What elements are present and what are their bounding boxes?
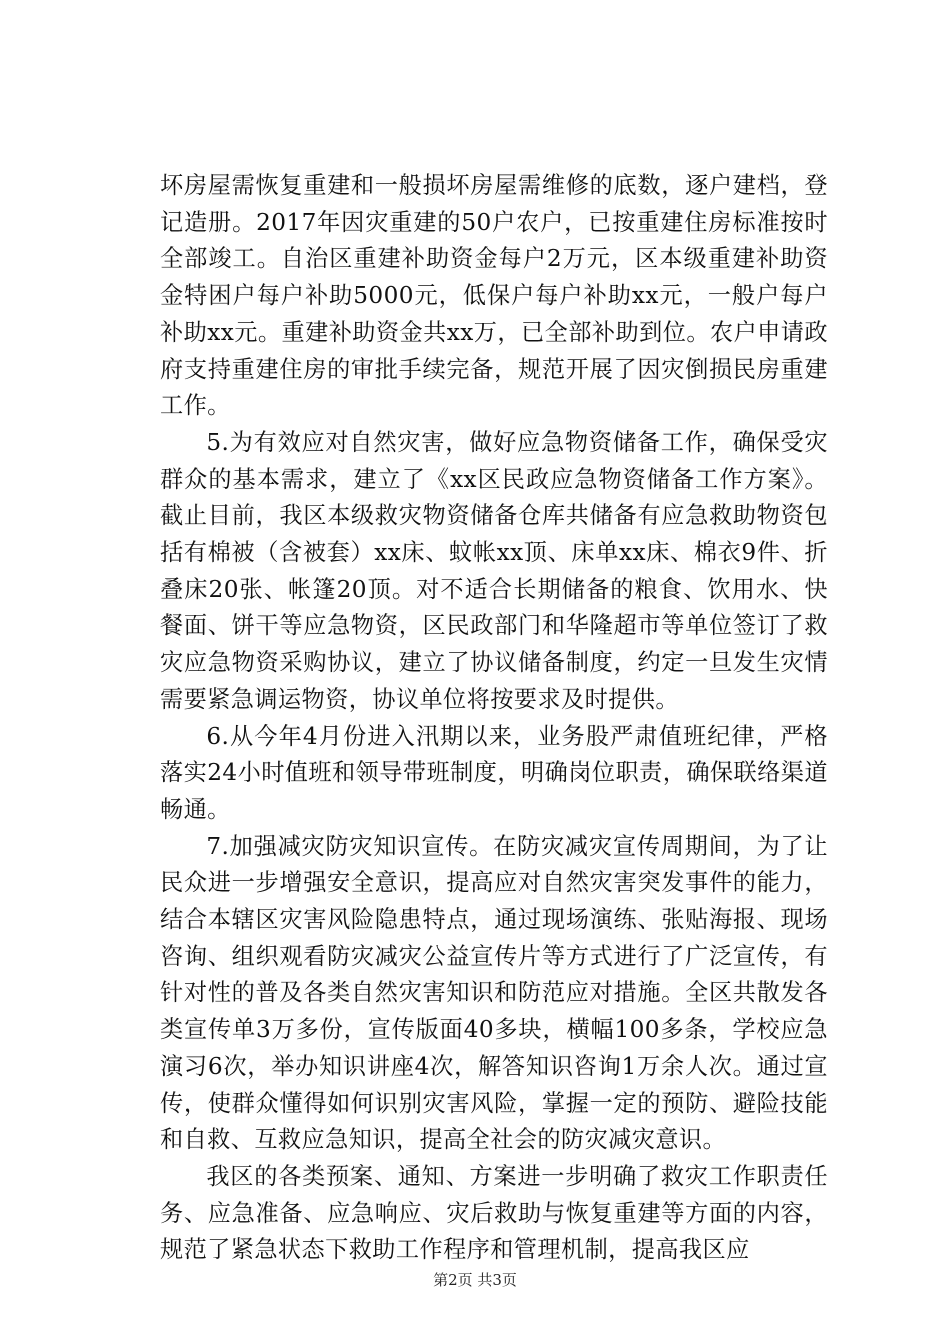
paragraph-summary: 我区的各类预案、通知、方案进一步明确了救灾工作职责任务、应急准备、应急响应、灾后救助与恢复重建等方面的内容，规范了紧急状态下救助工作程序和管理机制，提高我区应: [160, 1162, 828, 1264]
document-body: [160, 168, 828, 1269]
page-number-footer: 第2页 共3页: [433, 1271, 517, 1289]
paragraph-item-6: 6.从今年4月份进入汛期以来，业务股严肃值班纪律，严格落实24小时值班和领导带班制度，明确岗位职责，确保联络渠道畅通。: [160, 722, 828, 823]
paragraph-item-5: 5.为有效应对自然灾害，做好应急物资储备工作，确保受灾群众的基本需求，建立了《xx区民政应急物资储备工作方案》。截止目前，我区本级救灾物资储备仓库共储备有应急救助物资包括有棉被（含被套）xx床、蚊帐xx顶、床单xx床、棉衣9件、折叠床20张、帐篷20顶。对不适合长期储备的粮食、饮用水、快餐面、饼干等应急物资，区民政部门和华隆超市等单位签订了救灾应急物资采购协议，建立了协议储备制度，约定一旦发生灾情需要紧急调运物资，协议单位将按要求及时提供。: [160, 428, 828, 713]
paragraph-item-7: 7.加强减灾防灾知识宣传。在防灾减灾宣传周期间，为了让民众进一步增强安全意识，提高应对自然灾害突发事件的能力，结合本辖区灾害风险隐患特点，通过现场演练、张贴海报、现场咨询、组织观看防灾减灾公益宣传片等方式进行了广泛宣传，有针对性的普及各类自然灾害知识和防范应对措施。全区共散发各类宣传单3万多份，宣传版面40多块，横幅100多条，学校应急演习6次，举办知识讲座4次，解答知识咨询1万余人次。通过宣传，使群众懂得如何识别灾害风险，掌握一定的预防、避险技能和自救、互救应急知识，提高全社会的防灾减灾意识。: [160, 832, 828, 1154]
paragraph-continuation: 坏房屋需恢复重建和一般损坏房屋需维修的底数，逐户建档，登记造册。2017年因灾重建的50户农户，已按重建住房标准按时全部竣工。自治区重建补助资金每户2万元，区本级重建补助资金特困户每户补助5000元，低保户每户补助xx元，一般户每户补助xx元。重建补助资金共xx万，已全部补助到位。农户申请政府支持重建住房的审批手续完备，规范开展了因灾倒损民房重建工作。: [160, 172, 828, 420]
